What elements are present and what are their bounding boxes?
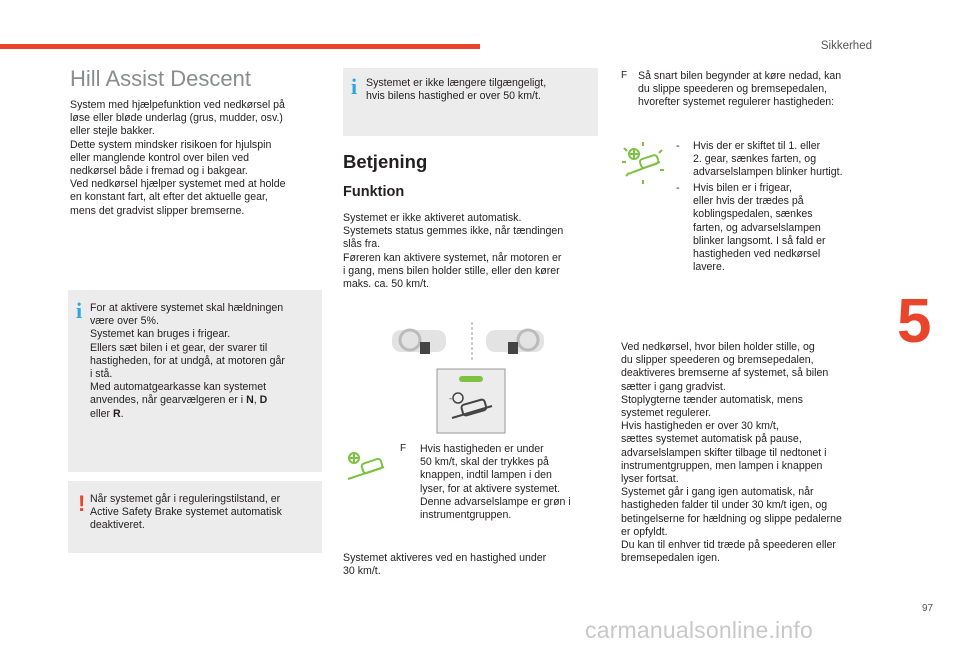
dash-symbol: - [676, 140, 680, 152]
hill-assist-button-illustration [436, 368, 506, 434]
hill-assist-lamp-blinking-icon [618, 140, 668, 184]
svg-text:-: - [449, 394, 453, 404]
activation-speed-note: Systemet aktiveres ved en hastighed under 30 km/t. [343, 552, 547, 578]
chapter-number: 5 [897, 287, 932, 356]
info-box-activation [68, 290, 322, 472]
warning-icon: ! [78, 491, 86, 516]
button-instruction: Hvis hastigheden er under 50 km/t, skal der trykkes på knappen, indtil lampen i den lyser, for at aktivere systemet. Denne advarselslampe er grøn i instrumentgruppen. [420, 443, 571, 522]
subsection-heading: Funktion [343, 184, 405, 200]
dashboard-button-location-illustration [390, 318, 560, 364]
page-number: 97 [922, 603, 934, 614]
bullet-symbol: F [621, 70, 628, 81]
function-paragraph: Systemet er ikke aktiveret automatisk. Systemets status gemmes ikke, når tændingen slås fra. Føreren kan aktivere systemet, når motoren er i gang, mens bilen holder stille, eller den kører maks. ca. 50 km/t. [343, 212, 564, 291]
section-heading: Betjening [343, 151, 428, 172]
dash-item-neutral: Hvis bilen er i frigear, eller hvis der trædes på koblingspedalen, sænkes farten, og advarselslampen blinker langsomt. I så fald er hastigheden ved nedkørsel lavere. [693, 182, 826, 274]
intro-paragraph: System med hjælpefunktion ved nedkørsel på løse eller bløde underlag (grus, mudder, osv.) eller stejle bakker. Dette system mindsker risikoen for hjulspin eller manglende kontrol over bilen ved nedkørsel både i fremad og i bakgear. Ved nedkørsel hjælper systemet med at holde en konstant fart, alt efter det aktuelle gear, mens det gradvist slipper bremserne. [70, 99, 286, 217]
info-box-text: Systemet er ikke længere tilgængeligt, hvis bilens hastighed er over 50 km/t. [366, 77, 547, 103]
watermark: carmanualsonline.info [585, 617, 813, 643]
info-icon: i [351, 74, 358, 99]
header-accent-bar [0, 44, 480, 49]
standstill-paragraph: Ved nedkørsel, hvor bilen holder stille, og du slipper speederen og bremsepedalen, deaktiveres bremserne af systemet, så bilen sætter i gang gradvist. Stoplygterne tænder automatisk, mens systemet regulerer. Hvis hastigheden er over 30 km/t, sættes systemet automatisk på pause, advarselslampen skifter tilbage til nedtonet i instrumentgruppen, men lampen i knappen lyser fortsat. Systemet går i gang igen automatisk, når hastigheden falder til under 30 km/t igen, og betingelserne for hældning og slippe pedalerne er opfyldt. Du kan til enhver tid træde på speederen eller bremsepedalen igen. [621, 341, 842, 565]
info-box-text: For at aktivere systemet skal hældningen være over 5%. Systemet kan bruges i frigear. Ellers sæt bilen i et gear, der svarer til hastigheden, for at undgå, at motoren går i stå. Med automatgearkasse kan systemet anvendes, når gearvælgeren er i N, D eller R. [90, 302, 285, 420]
warning-box [68, 481, 322, 553]
bullet-symbol: F [400, 443, 407, 454]
descent-instruction: Så snart bilen begynder at køre nedad, kan du slippe speederen og bremsepedalen, hvorefter systemet regulerer hastigheden: [638, 70, 842, 109]
section-label: Sikkerhed [820, 40, 872, 52]
info-box-speed-limit [343, 68, 598, 136]
warning-box-text: Når systemet går i reguleringstilstand, er Active Safety Brake systemet automatisk deaktiveret. [90, 493, 282, 532]
dash-symbol: - [676, 182, 680, 194]
dash-item-gear: Hvis der er skiftet til 1. eller 2. gear, sænkes farten, og advarselslampen blinker hurtigt. [693, 140, 843, 179]
page-title: Hill Assist Descent [70, 66, 251, 91]
info-icon: i [76, 298, 83, 323]
hill-assist-lamp-icon [344, 449, 390, 485]
